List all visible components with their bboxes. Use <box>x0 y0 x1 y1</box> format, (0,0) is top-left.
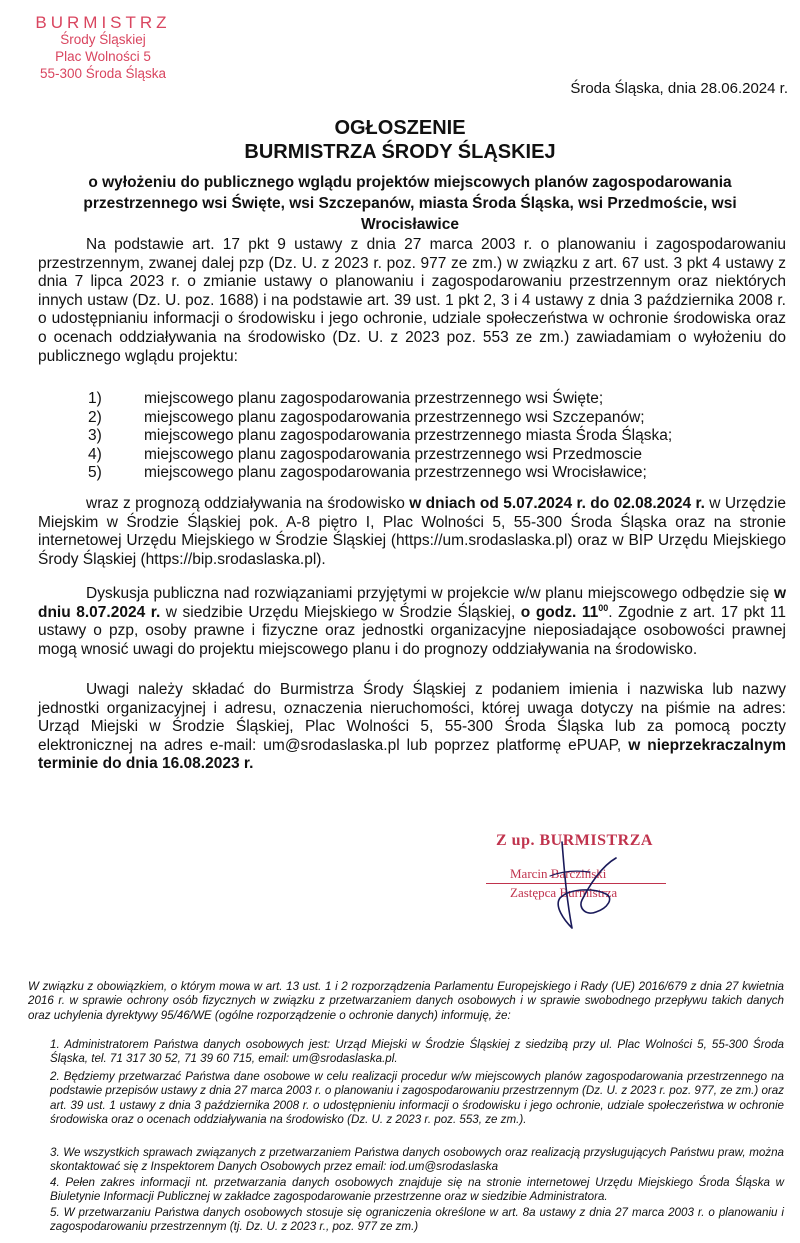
discussion-date: w dniu 8.07.2024 r. <box>38 585 786 621</box>
legal-basis-paragraph <box>38 236 786 366</box>
signatory-name: Marcin Barcziński <box>510 866 607 881</box>
stamp-line-street: Plac Wolności 5 <box>55 49 151 64</box>
list-item-number: 1) <box>88 390 102 407</box>
list-item-text: miejscowego planu zagospodarowania przestrzennego wsi Wrocisławice; <box>144 464 647 482</box>
title-line-1: OGŁOSZENIE <box>334 117 466 139</box>
stamp-line-town: Środy Śląskiej <box>60 32 146 47</box>
discussion-time <box>521 604 608 621</box>
list-item <box>60 409 780 428</box>
stamp-line-postcode: 55-300 Środa Śląska <box>39 66 167 81</box>
gdpr-item-1: 1. Administratorem Państwa danych osobowych jest: Urząd Miejski w Środzie Śląskiej z siedzibą przy ul. Plac Wolności 5, 55-300 Środa Śląska, tel. 71 317 30 52, 71 39 60 715, email: um@srodaslaska.pl. <box>50 1038 784 1066</box>
exposition-dates: w dniach od 5.07.2024 r. do 02.08.2024 r. <box>409 495 705 512</box>
list-item-text: miejscowego planu zagospodarowania przestrzennego wsi Przedmoscie <box>144 445 642 463</box>
discussion-text-c: w siedzibie Urzędu Miejskiego w Środzie Śląskiej, <box>160 603 521 621</box>
list-item-text: miejscowego planu zagospodarowania przestrzennego wsi Święte; <box>144 390 604 407</box>
legal-basis-text: Na podstawie art. 17 pkt 9 ustawy z dnia 27 marca 2003 r. o planowaniu i zagospodarowaniu przestrzennym, zwanej dalej pzp (Dz. U. z 2023 r. poz. 977 ze zm.) w związku z art. 67 ust. 3 pkt 4 ustawy z dnia 7 lipca 2023 r. o zmianie ustawy o planowaniu i zagospodarowaniu przestrzennym oraz niektórych innych ustaw (Dz. U. poz. 1688) i na podstawie art. 39 ust. 1 pkt 2, 3 i 4 ustawy z dnia 3 października 2008 r. o udostępnianiu informacji o środowisku i jego ochronie, udziale społeczeństwa w ochronie środowiska oraz o ocenach oddziaływania na środowisko (Dz. U. z 2023 poz. 553 ze zm.) zawiadamiam o wyłożeniu do publicznego wglądu projektu: <box>38 236 786 365</box>
gdpr-item-2: 2. Będziemy przetwarzać Państwa dane osobowe w celu realizacji procedur w/w miejscowych planów zagospodarowania przestrzennego na podstawie przepisów ustawy z dnia 27 marca 2003 r. o planowaniu i zagospodarowaniu przestrzennym (Dz. U. z 2023 r. poz. 977, ze zm.) oraz art. 39 ust. 1 ustawy z dnia 3 października 2008 r. o udostępnieniu informacji o środowisku i jego ochronie, udziale społeczeństwa w ochronie środowiska oraz o ocenach oddziaływania na środowisko (Dz. U. z 2023 r. poz. 553, ze zm.). <box>50 1070 784 1127</box>
signature-block <box>470 826 690 936</box>
announcement-subtitle: o wyłożeniu do publicznego wglądu projektów miejscowych planów zagospodarowania przestrzennego wsi Święte, wsi Szczepanów, miasta Środa Śląska, wsi Przedmoście, wsi Wrocisławice <box>83 174 737 233</box>
mayor-stamp <box>18 14 188 82</box>
list-item-number: 5) <box>88 464 102 482</box>
public-discussion-paragraph <box>38 585 786 659</box>
list-item-number: 3) <box>88 427 102 445</box>
signatory-role: Zastępca Burmistrza <box>510 885 618 900</box>
discussion-text-e: . Zgodnie z art. 17 pkt 11 ustawy o pzp, osoby prawne i fizyczne oraz jednostki organizacyjne nieposiadające osobowości prawnej mogą wnosić uwagi do projektu miejscowego planu i do prognozy oddziaływania na środowisko. <box>38 603 786 658</box>
discussion-time-minutes: 00 <box>598 602 609 613</box>
gdpr-item-5: 5. W przetwarzaniu Państwa danych osobowych stosuje się ograniczenia określone w art. 8a ustawy z dnia 27 marca 2003 r. o planowaniu i zagospodarowaniu przestrzennym (tj. Dz. U. z 2023 r., poz. 977 ze zm.) <box>50 1206 784 1234</box>
list-item <box>60 427 780 446</box>
list-item-text: miejscowego planu zagospodarowania przestrzennego wsi Szczepanów; <box>144 408 645 426</box>
discussion-time-hour: o godz. 11 <box>520 603 599 621</box>
plans-list <box>60 390 780 483</box>
gdpr-item-3: 3. We wszystkich sprawach związanych z przetwarzaniem Państwa danych osobowych oraz realizacją przysługujących Państwu praw, można skontaktować się z Inspektorem Danych Osobowych przez email: iod.um@srodaslaska <box>50 1146 784 1174</box>
list-item <box>60 390 780 409</box>
announcement-title <box>0 116 800 164</box>
exposition-text-a: wraz z prognozą oddziaływania na środowisko <box>86 495 410 512</box>
place-and-date: Środa Śląska, dnia 28.06.2024 r. <box>570 80 788 97</box>
exposition-text-c: w Urzędzie Miejskim w Środzie Śląskiej pok. A-8 piętro I, Plac Wolności 5, 55-300 Środa Śląska oraz na stronie internetowej Urzędu Miejskiego w Środzie Śląskiej (https://um.srodaslaska.pl) oraz w BIP Urzędu Miejskiego Środy Śląskiej (https://bip.srodaslaska.pl). <box>38 495 786 568</box>
title-line-2: BURMISTRZA ŚRODY ŚLĄSKIEJ <box>244 141 556 163</box>
gdpr-intro: W związku z obowiązkiem, o którym mowa w art. 13 ust. 1 i 2 rozporządzenia Parlamentu Europejskiego i Rady (UE) 2016/679 z dnia 27 kwietnia 2016 r. w sprawie ochrony osób fizycznych w związku z przetwarzaniem danych osobowych i w sprawie swobodnego przepływu takich danych oraz uchylenia dyrektywy 95/46/WE (ogólne rozporządzenie o ochronie danych) informuję, że: <box>28 980 784 1022</box>
list-item <box>60 446 780 465</box>
list-item-number: 4) <box>88 445 102 463</box>
remarks-text-a: Uwagi należy składać do Burmistrza Środy Śląskiej z podaniem imienia i nazwiska lub nazwy jednostki organizacyjnej i adresu, oznaczenia nieruchomości, której uwaga dotyczy na piśmie na adres: Urząd Miejski w Środzie Śląskiej, Plac Wolności 5, 55-300 Środa Śląska lub za pomocą poczty elektronicznej na adres e-mail: um@srodaslaska.pl lub poprzez platformę ePUAP, <box>38 681 786 754</box>
list-item-number: 2) <box>88 408 102 426</box>
handwritten-signature-icon <box>520 836 640 936</box>
remarks-deadline: w nieprzekraczalnym terminie do dnia 16.08.2023 r. <box>38 736 786 773</box>
list-item-text: miejscowego planu zagospodarowania przestrzennego miasta Środa Śląska; <box>144 427 673 445</box>
list-item <box>60 464 780 483</box>
exposition-dates-paragraph <box>38 495 786 569</box>
gdpr-item-4: 4. Pełen zakres informacji nt. przetwarzania danych osobowych znajduje się na stronie internetowej Urzędu Miejskiego Środa Śląska w Biuletynie Informacji Publicznej w zakładce zagospodarowanie przestrzenne oraz w siedzibie Administratora. <box>50 1176 784 1204</box>
discussion-text-a: Dyskusja publiczna nad rozwiązaniami przyjętymi w projekcie w/w planu miejscowego odbędzie się <box>86 585 774 602</box>
signature-authority: Z up. BURMISTRZA <box>496 832 653 849</box>
stamp-line-title: BURMISTRZ <box>35 13 171 32</box>
remarks-paragraph <box>38 681 786 774</box>
